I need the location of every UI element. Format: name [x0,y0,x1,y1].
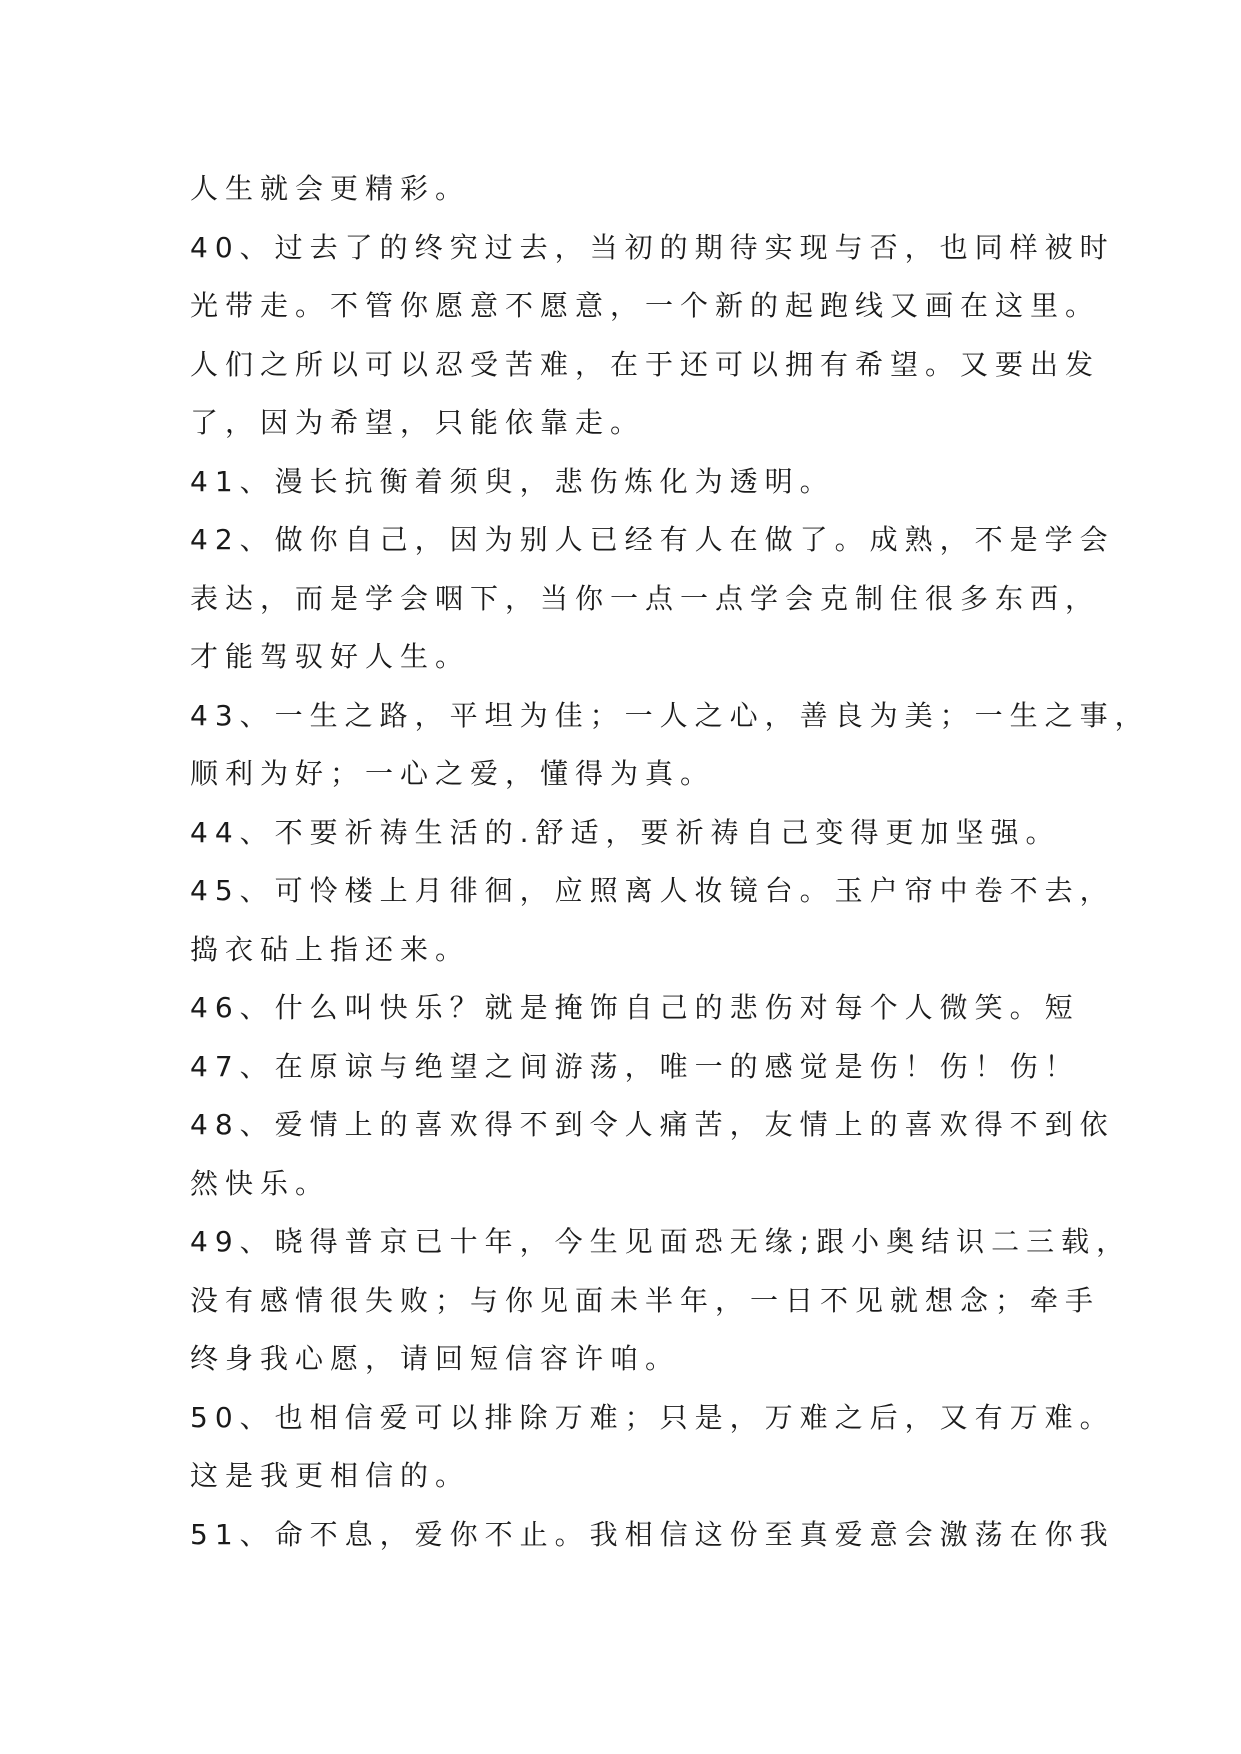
text-body [190,160,1150,1564]
text-line: 46、什么叫快乐？就是掩饰自己的悲伤对每个人微笑。短 [190,991,1080,1024]
text-line: 45、可怜楼上月徘徊，应照离人妆镜台。玉户帘中卷不去， [190,874,1115,907]
text-line: 人生就会更精彩。 [190,172,471,205]
text-line: 人们之所以可以忍受苦难，在于还可以拥有希望。又要出发 [190,347,1101,381]
text-line: 顺利为好；一心之爱，懂得为真。 [190,757,716,790]
text-line: 40、过去了的终究过去，当初的期待实现与否，也同样被时 [190,230,1115,264]
text-line: 了，因为希望，只能依靠走。 [190,406,646,439]
text-line: 43、一生之路，平坦为佳；一人之心，善良为美；一生之事， [190,698,1150,732]
text-line: 41、漫长抗衡着须臾，悲伤炼化为透明。 [190,464,835,498]
text-line: 42、做你自己，因为别人已经有人在做了。成熟，不是学会 [190,523,1115,556]
text-line: 50、也相信爱可以排除万难；只是，万难之后，又有万难。 [190,1400,1115,1434]
text-line: 48、爱情上的喜欢得不到令人痛苦，友情上的喜欢得不到依 [190,1108,1115,1141]
text-line: 光带走。不管你愿意不愿意，一个新的起跑线又画在这里。 [190,289,1101,322]
text-line: 终身我心愿，请回短信容许咱。 [190,1342,681,1375]
text-line: 51、命不息，爱你不止。我相信这份至真爱意会激荡在你我 [190,1517,1115,1551]
text-line: 表达，而是学会咽下，当你一点一点学会克制住很多东西， [190,581,1101,615]
text-line: 47、在原谅与绝望之间游荡，唯一的感觉是伤！伤！伤！ [190,1049,1080,1083]
text-line: 这是我更相信的。 [190,1459,471,1492]
text-line: 44、不要祈祷生活的.舒适，要祈祷自己变得更加坚强。 [190,815,1061,849]
text-line: 然快乐。 [190,1166,331,1200]
text-line: 才能驾驭好人生。 [190,640,471,673]
text-line: 捣衣砧上指还来。 [190,932,471,966]
text-line: 49、晓得普京已十年，今生见面恐无缘;跟小奥结识二三载， [190,1225,1132,1258]
text-line: 没有感情很失败；与你见面未半年，一日不见就想念；牵手 [190,1283,1101,1317]
